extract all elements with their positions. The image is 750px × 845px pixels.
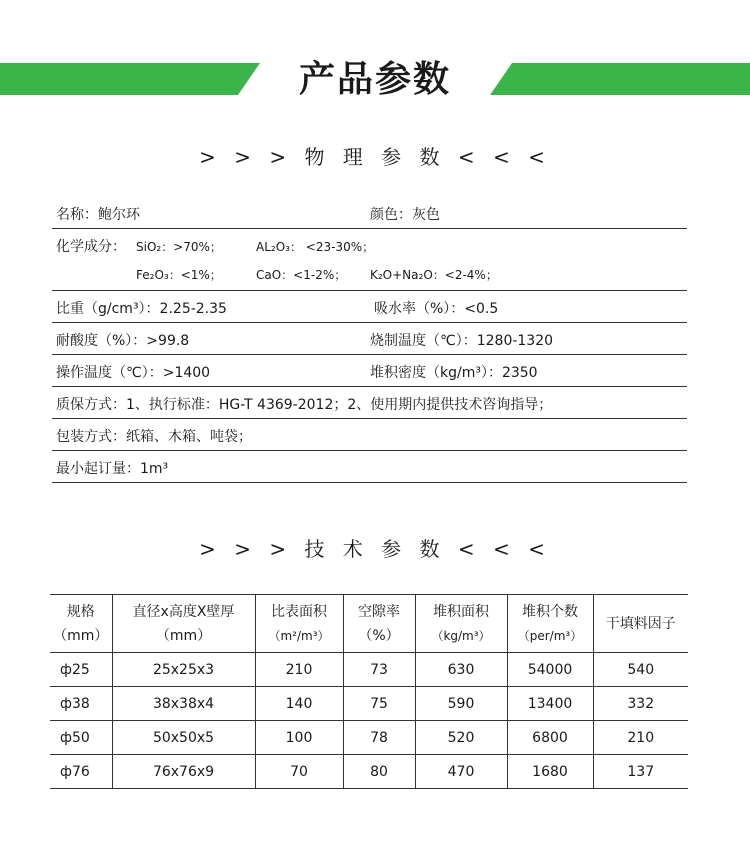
cell-void-ratio: 80 [343, 755, 415, 789]
param-row-density [52, 291, 687, 323]
name-value: 名称：鲍尔环 [56, 207, 140, 223]
cell-void-ratio: 75 [343, 687, 415, 721]
cell-packing-factor: 332 [593, 687, 688, 721]
param-row-min-order [52, 451, 687, 483]
acid-value: 耐酸度（%）：>99.8 [56, 333, 190, 349]
cell-bulk-area: 630 [415, 653, 507, 687]
table-row [50, 755, 688, 789]
param-row-warranty [52, 387, 687, 419]
cell-void-ratio: 78 [343, 721, 415, 755]
cao-value: CaO：<1-2%； [256, 268, 347, 282]
cell-bulk-count: 54000 [507, 653, 593, 687]
cell-spec: ф50 [50, 721, 112, 755]
cell-spec: ф76 [50, 755, 112, 789]
param-row-packing [52, 419, 687, 451]
col-spec: 规格 （mm） [50, 595, 112, 653]
min-order-value: 最小起订量：1m³ [56, 461, 169, 477]
technical-table [50, 595, 688, 789]
technical-section-title: > > > 技 术 参 数 < < < [199, 537, 551, 561]
composition-label: 化学成分： [56, 239, 126, 255]
cell-bulk-count: 6800 [507, 721, 593, 755]
cell-surface-area: 140 [255, 687, 343, 721]
cell-packing-factor: 210 [593, 721, 688, 755]
cell-bulk-area: 520 [415, 721, 507, 755]
col-surface-area: 比表面积 （m²/m³） [255, 595, 343, 653]
bulk-density-value: 堆积密度（kg/m³）：2350 [370, 365, 538, 381]
cell-surface-area: 210 [255, 653, 343, 687]
cell-dimensions: 76x76x9 [112, 755, 255, 789]
firing-value: 烧制温度（℃）：1280-1320 [370, 333, 554, 349]
op-temp-value: 操作温度（℃）：>1400 [56, 365, 211, 381]
cell-bulk-area: 590 [415, 687, 507, 721]
cell-bulk-count: 13400 [507, 687, 593, 721]
cell-spec: ф38 [50, 687, 112, 721]
al2o3-value: AL₂O₃： <23-30%； [256, 240, 375, 254]
physical-section-title: > > > 物 理 参 数 < < < [199, 145, 551, 169]
cell-surface-area: 100 [255, 721, 343, 755]
param-row-composition-2 [52, 259, 687, 291]
absorption-value: 吸水率（%）：<0.5 [374, 301, 499, 317]
cell-spec: ф25 [50, 653, 112, 687]
col-packing-factor: 干填料因子 [593, 595, 688, 653]
k2o-value: K₂O+Na₂O：<2-4%； [370, 268, 498, 282]
param-row-acid [52, 323, 687, 355]
packing-value: 包装方式：纸箱、木箱、吨袋； [56, 429, 252, 445]
param-row-temp [52, 355, 687, 387]
cell-bulk-area: 470 [415, 755, 507, 789]
table-row [50, 721, 688, 755]
cell-packing-factor: 540 [593, 653, 688, 687]
col-void-ratio: 空隙率 （%） [343, 595, 415, 653]
cell-surface-area: 70 [255, 755, 343, 789]
physical-params [52, 197, 687, 483]
param-row-composition [52, 229, 687, 259]
col-dimensions: 直径x高度X壁厚 （mm） [112, 595, 255, 653]
table-row [50, 653, 688, 687]
sio2-value: SiO₂：>70%； [136, 240, 222, 254]
density-value: 比重（g/cm³）：2.25-2.35 [56, 301, 227, 317]
color-value: 颜色：灰色 [370, 207, 440, 223]
table-header-row [50, 595, 688, 653]
col-bulk-count: 堆积个数 （per/m³） [507, 595, 593, 653]
cell-void-ratio: 73 [343, 653, 415, 687]
param-row-name [52, 197, 687, 229]
col-bulk-area: 堆积面积 （kg/m³） [415, 595, 507, 653]
fe2o3-value: Fe₂O₃：<1%； [136, 268, 222, 282]
cell-dimensions: 25x25x3 [112, 653, 255, 687]
page-title: 产品参数 [298, 59, 451, 100]
cell-dimensions: 50x50x5 [112, 721, 255, 755]
warranty-value: 质保方式：1、执行标准：HG-T 4369-2012；2、使用期内提供技术咨询指导； [56, 397, 553, 413]
table-row [50, 687, 688, 721]
cell-dimensions: 38x38x4 [112, 687, 255, 721]
cell-bulk-count: 1680 [507, 755, 593, 789]
cell-packing-factor: 137 [593, 755, 688, 789]
